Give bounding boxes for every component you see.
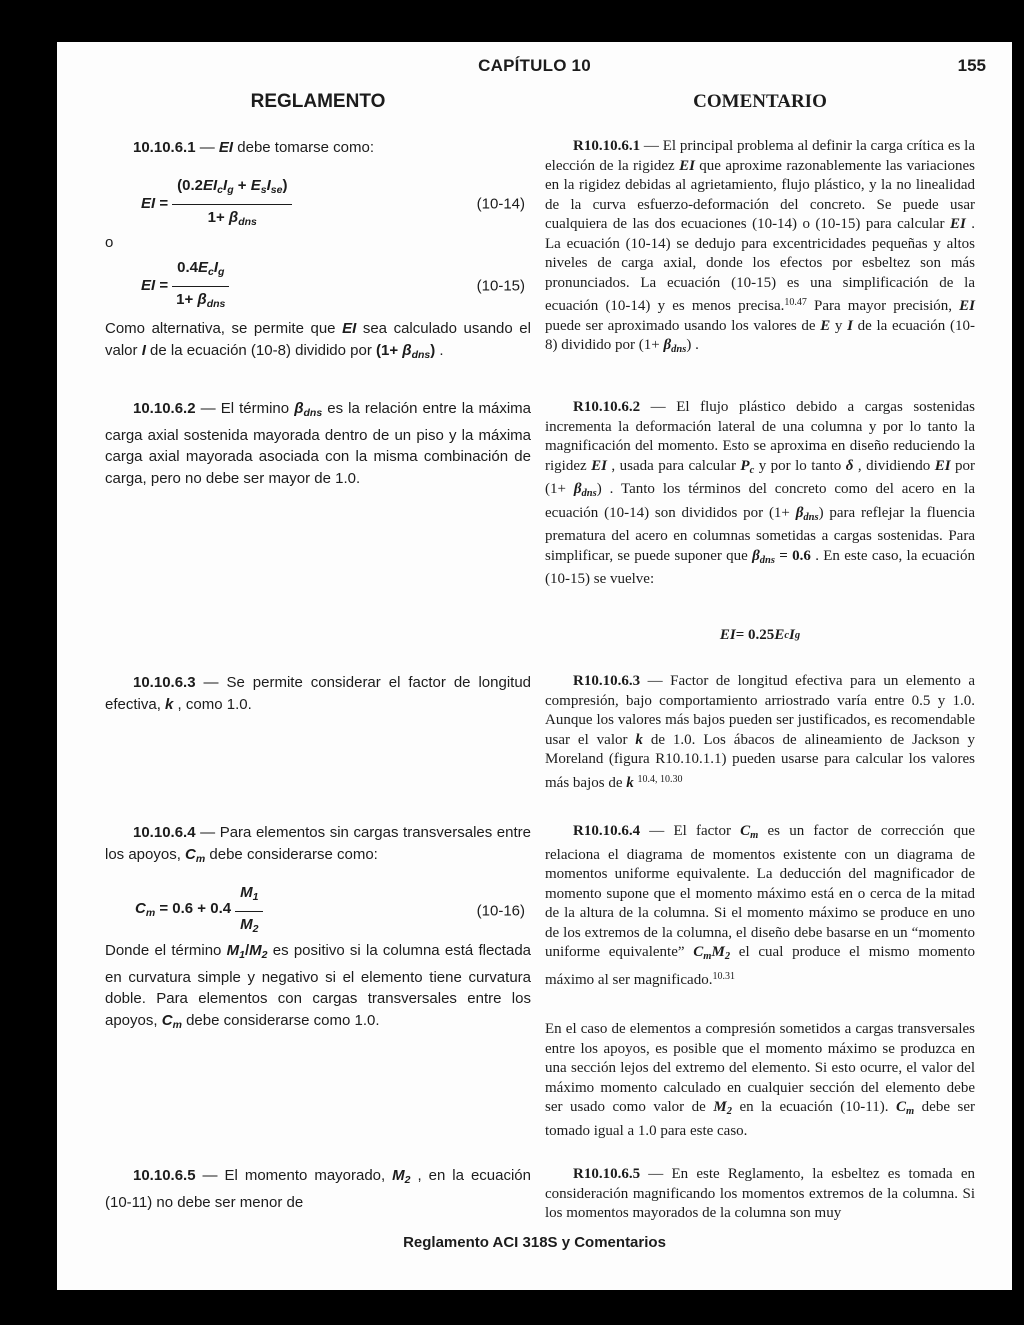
section-10-10-6-3: 10.10.6.3 — Se permite considerar el factor de longitud efectiva, k , como 1.0. — [105, 674, 531, 713]
left-column-header: REGLAMENTO — [250, 91, 386, 112]
commentary-r10-10-6-4-continued: En el caso de elementos a compresión sometidos a cargas transversales entre los apoyos, es posible que el momento máximo se produzca en una sección lejos del extremo del elemento. Si esto ocurre, el valor del máximo momento calculado en cualquier sección del elemento debe ser usado como valor de $M_2$ en la ecuación (10-11). $C_m$ debe ser tomado igual a 1.0 para este caso. — [545, 1021, 976, 1139]
right-column-header: COMENTARIO — [693, 91, 827, 112]
equation-number: (10-15) — [476, 277, 525, 295]
commentary-r10-10-6-3: R10.10.6.3 — Factor de longitud efectiva para un elemento a compresión, bajo comportamiento arriostrado varía entre 0.5 y 1.0. Aunque los valores más bajos pueden ser justificados, es recomendable usar el valor k de 1.0. Los ábacos de alineamiento de Jackson y Moreland (figura R10.10.1.1) pueden usarse para calcular los valores más bajos de k $^{10.4, 10.30}$ — [545, 673, 975, 791]
equation-lhs: EI = — [141, 195, 169, 213]
commentary-r10-10-6-2: R10.10.6.2 — El flujo plástico debido a cargas sostenidas incrementa la deformación lateral de una columna y por lo tanto la magnificación del momento. Esto se aproxima en diseño reduciendo la rigidez EI , usada para calcular $P_c$ y por lo tanto δ , dividiendo EI por $(1+ \beta_{dns})$ . Tanto los términos del concreto como del acero en la ecuación (10-14) son divididos por $(1+ \beta_{dns})$ para reflejar la fluencia prematura del acero en columnas sometidas a cargas sostenidas. Para simplificar, se puede suponer que $\beta_{dns} = 0.6$ . En este caso, la ecuación (10-15) se vuelve: — [545, 399, 975, 587]
fraction — [172, 175, 292, 233]
commentary-r10-10-6-1: R10.10.6.1 — El principal problema al definir la carga crítica es la elección de la rigidez EI que aproxime razonablemente las variaciones en la rigidez debidas al agrietamiento, flujo plástico, y la no linealidad de la curva esfuerzo-deformación del concreto. Se puede usar cualquiera de las dos ecuaciones (10-14) o (10-15) para calcular EI . La ecuación (10-14) se dedujo para excentricidades pequeñas y altos niveles de carga axial, donde los efectos por esbeltez son más pronunciados. La ecuación (10-15) es una simplificación de la ecuación (10-14) y es menos precisa.$^{10.47}$ Para mayor precisión, EI puede ser aproximado usando los valores de E y I de la ecuación (10-8) dividido por $(1+ \beta_{dns})$ . — [545, 138, 976, 355]
fraction-denominator: $M_2$ — [240, 915, 259, 935]
equation-lhs: $C_m = 0.6 + 0.4$ — [135, 899, 232, 919]
equation-number: (10-14) — [476, 195, 525, 213]
equation-10-15 — [105, 250, 531, 322]
fraction-numerator: $M_1$ — [235, 882, 263, 912]
page-number: 155 — [957, 56, 986, 75]
equation-10-16 — [105, 876, 531, 946]
equation-10-14 — [105, 168, 531, 240]
page-footer: Reglamento ACI 318S y Comentarios — [403, 1234, 666, 1251]
chapter-header: CAPÍTULO 10 — [478, 56, 591, 75]
fraction — [235, 882, 263, 940]
fraction — [172, 257, 229, 315]
section-10-10-6-2: 10.10.6.2 — El término $\beta_{dns}$ es la relación entre la máxima carga axial sostenida mayorada dentro de un piso y la máxima carga axial mayorada asociada con la misma combinación de carga, pero no debe ser mayor de 1.0. — [105, 400, 531, 487]
fraction-denominator: $1+ \beta_{dns}$ — [207, 208, 257, 228]
paragraph-donde: Donde el término $M_1/M_2$ es positivo si la columna está flectada en curvatura simple y negativo si el elemento tiene curvatura doble. Para elementos con cargas transversales entre los apoyos, $C_m$ debe considerarse como 1.0. — [105, 942, 532, 1031]
fraction-numerator: $0.4E_cI_g$ — [172, 257, 229, 287]
section-10-10-6-5: 10.10.6.5 — El momento mayorado, $M_2$ , en la ecuación (10-11) no debe ser menor de — [105, 1167, 531, 1211]
equation-lhs: EI = — [141, 277, 169, 295]
section-10-10-6-4-heading: 10.10.6.4 — Para elementos sin cargas transversales entre los apoyos, $C_m$ debe considerarse como: — [105, 824, 531, 865]
fraction-numerator: $(0.2EI_cI_g + E_sI_{se})$ — [172, 175, 292, 205]
document-page — [57, 42, 1012, 1290]
equation-ei-025: EI = 0.25 E c I g — [719, 627, 801, 644]
commentary-r10-10-6-5: R10.10.6.5 — En este Reglamento, la esbeltez es tomada en consideración magnificando los momentos extremos de la columna. Si los momentos mayorados de la columna son muy — [545, 1166, 975, 1221]
paragraph-alternative: Como alternativa, se permite que EI sea calculado usando el valor I de la ecuación (10-8) dividido por $(1+ \beta_{dns})$ . — [105, 320, 531, 361]
fraction-denominator: $1+ \beta_{dns}$ — [176, 290, 226, 310]
equation-number: (10-16) — [476, 902, 525, 920]
section-10-10-6-1-heading: 10.10.6.1 — EI debe tomarse como: — [133, 139, 374, 156]
or-connector: o — [105, 234, 114, 251]
commentary-r10-10-6-4: R10.10.6.4 — El factor $C_m$ es un factor de corrección que relaciona el diagrama de momentos existente con un diagrama de momentos uniforme equivalente. La deducción del magnificador de momento supone que el momento máximo está en o cerca de la mitad de la altura de la columna. Si el momento máximo se produce en uno de los extremos de la columna, el diseño debe basarse en un “momento uniforme equivalente” $C_mM_2$ el cual produce el mismo momento máximo al ser magnificado.$^{10.31}$ — [545, 823, 975, 988]
